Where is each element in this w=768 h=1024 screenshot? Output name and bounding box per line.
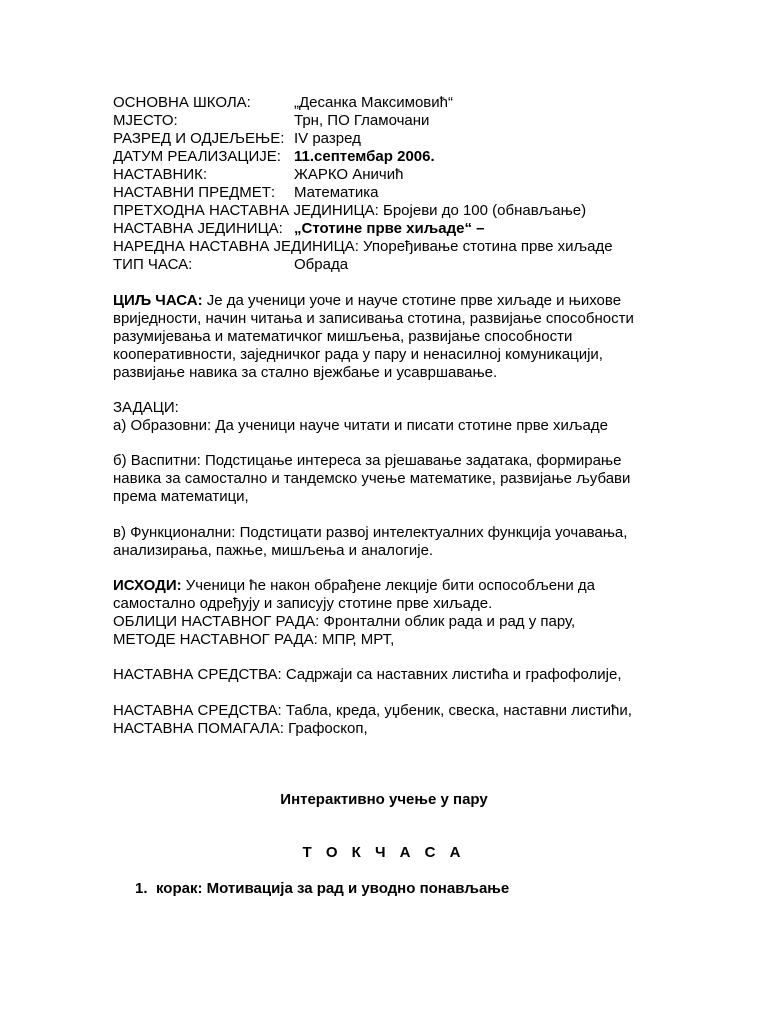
teaching-means-1: НАСТАВНА СРЕДСТВА: Садржаји са наставних листића и графофолије, — [113, 666, 622, 683]
goal-label: ЦИЉ ЧАСА: — [113, 292, 203, 309]
header-row-lesson-type — [113, 256, 673, 274]
goal-line-4: кооперативности, заједничког рада у пару и ненасилној комуникацији, — [113, 346, 603, 363]
header-row-grade — [113, 130, 673, 148]
header-label: НАСТАВНА ЈЕДИНИЦА: — [113, 220, 283, 237]
teaching-aids: НАСТАВНА ПОМАГАЛА: Графоскоп, — [113, 720, 368, 737]
step-number: 1. — [135, 880, 148, 897]
header-value: „Стотине прве хиљаде“ – — [294, 220, 485, 237]
header-label: ПРЕТХОДНА НАСТАВНА ЈЕДИНИЦА: — [113, 202, 379, 219]
header-label: НАСТАВНИК: — [113, 166, 208, 183]
step-1 — [135, 880, 509, 898]
header-label: НАСТАВНИ ПРЕДМЕТ: — [113, 184, 276, 201]
header-row-previous-unit — [113, 202, 673, 220]
header-value: Математика — [294, 184, 379, 201]
header-value: IV разред — [294, 130, 361, 147]
work-forms: ОБЛИЦИ НАСТАВНОГ РАДА: Фронтални облик рада и рад у пару, — [113, 613, 576, 630]
goal-line-2: вриједности, начин читања и записивања стотина, развијање способности — [113, 310, 634, 327]
header-value: „Десанка Максимовић“ — [294, 94, 453, 111]
task-functional-line-2: анализирања, пажње, мишљења и аналогије. — [113, 542, 434, 559]
header-label: ОСНОВНА ШКОЛА: — [113, 94, 251, 111]
header-row-unit — [113, 220, 673, 238]
header-row-place — [113, 112, 673, 130]
task-upbringing-line-1: б) Васпитни: Подстицање интереса за рјешавање задатака, формирање — [113, 452, 622, 469]
header-value: Обрада — [294, 256, 349, 273]
header-label: МЈЕСТО: — [113, 112, 178, 129]
task-upbringing-line-3: према математици, — [113, 488, 249, 505]
header-label: ДАТУМ РЕАЛИЗАЦИЈЕ: — [113, 148, 281, 165]
outcomes-line-2: самостално одређују и записују стотине прве хиљаде. — [113, 595, 493, 612]
header-value: 11.септембар 2006. — [294, 148, 435, 165]
goal-line-5: развијање навика за стално вјежбање и усавршавање. — [113, 364, 498, 381]
task-educational: а) Образовни: Да ученици науче читати и писати стотине прве хиљаде — [113, 417, 608, 434]
goal-line-1 — [113, 292, 673, 310]
lesson-flow-title: Т О К Ч А С А — [302, 844, 466, 861]
header-row-teacher — [113, 166, 673, 184]
task-upbringing-line-2: навика за самостално и тандемско учење математике, развијање љубави — [113, 470, 631, 487]
header-row-subject — [113, 184, 673, 202]
header-value: Бројеви до 100 (обнављање) — [382, 202, 587, 219]
goal-text: Је да ученици уоче и науче стотине прве хиљаде и њихове — [206, 292, 622, 309]
teaching-means-2: НАСТАВНА СРЕДСТВА: Табла, креда, уџбеник, свеска, наставни листићи, — [113, 702, 632, 719]
header-label: РАЗРЕД И ОДЈЕЉЕЊЕ: — [113, 130, 285, 147]
step-text: корак: Мотивација за рад и уводно понављање — [156, 880, 510, 897]
header-row-next-unit — [113, 238, 673, 256]
task-functional-line-1: в) Функционални: Подстицати развој интелектуалних функција уочавања, — [113, 524, 628, 541]
header-row-school — [113, 94, 673, 112]
outcomes-line-1 — [113, 577, 673, 595]
header-value: Упоређивање стотина прве хиљаде — [363, 238, 613, 255]
header-row-date — [113, 148, 673, 166]
header-label: НАРЕДНА НАСТАВНА ЈЕДИНИЦА: — [113, 238, 359, 255]
header-label: ТИП ЧАСА: — [113, 256, 193, 273]
work-methods: МЕТОДЕ НАСТАВНОГ РАДА: МПР, МРТ, — [113, 631, 395, 648]
header-value: ЖАРКО Аничић — [294, 166, 404, 183]
outcomes-text: Ученици ће након обрађене лекције бити оспособљени да — [185, 577, 595, 594]
tasks-heading: ЗАДАЦИ: — [113, 399, 179, 416]
interactive-learning-title: Интерактивно учење у пару — [280, 791, 488, 808]
outcomes-label: ИСХОДИ: — [113, 577, 182, 594]
goal-line-3: разумијевања и математичког мишљења, развијање способности — [113, 328, 573, 345]
header-value: Трн, ПО Гламочани — [294, 112, 430, 129]
